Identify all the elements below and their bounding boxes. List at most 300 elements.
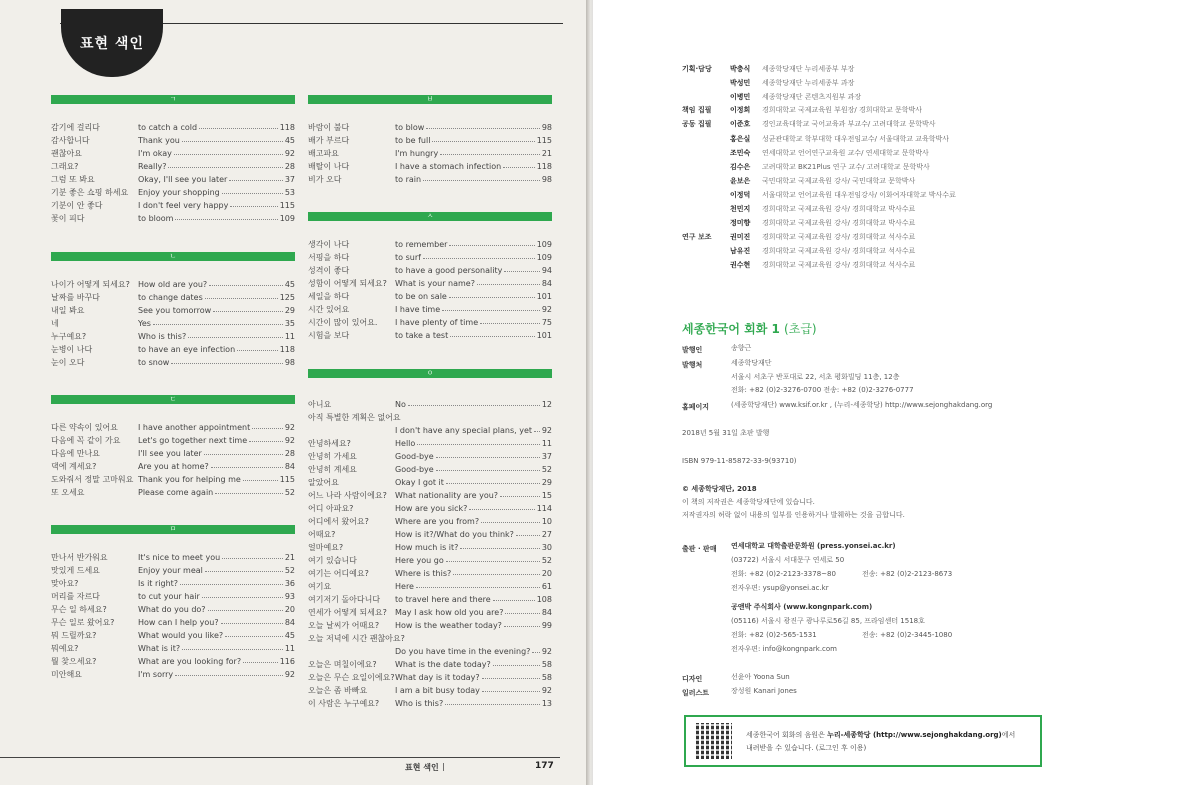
designer-label: 디자인: [682, 675, 703, 683]
qr-code-icon[interactable]: [696, 723, 732, 759]
entry-korean: 다음에 만나요: [51, 449, 100, 458]
entry-english: What is the date today?: [395, 660, 491, 669]
section-header-bar: ㅇ: [308, 369, 552, 378]
entry-page: 99: [541, 621, 552, 630]
credit-name: 권미진: [730, 233, 751, 241]
credit-desc: 경희대학교 국제교육원 강사/ 경희대학교 석사수료: [762, 247, 916, 255]
entry-korean: 배탈이 나다: [308, 162, 350, 171]
credit-desc: 연세대학교 언어연구교육원 교수/ 연세대학교 문학박사: [762, 149, 929, 157]
credit-name: 박성민: [730, 79, 751, 87]
entry-page: 115: [279, 201, 295, 210]
entry-english: Do you have time in the evening?: [395, 647, 531, 656]
entry-english: to bloom: [138, 214, 174, 223]
entry-english: to catch a cold: [138, 123, 198, 132]
entry-korean: 만나서 반가워요: [51, 553, 108, 562]
index-entry: [51, 616, 295, 629]
entry-page: 29: [541, 478, 552, 487]
entry-page: 118: [279, 123, 295, 132]
leader-dots: [504, 626, 540, 627]
entry-korean: 네: [51, 319, 59, 328]
index-entry: [51, 564, 295, 577]
audio-notice-link[interactable]: 누리-세종학당 (http://www.sejonghakdang.org): [827, 731, 1002, 739]
entry-page: 98: [541, 123, 552, 132]
illustrator-name: 장성원 Kanari Jones: [731, 687, 797, 695]
index-entry: [51, 486, 295, 499]
section-header-bar: ㅂ: [308, 95, 552, 104]
entry-page: 92: [541, 686, 552, 695]
entry-page: 36: [284, 579, 295, 588]
index-entry: [308, 606, 552, 619]
leader-dots: [440, 154, 540, 155]
entry-english: What do you do?: [138, 605, 206, 614]
index-entry: [51, 642, 295, 655]
audio-download-notice: [684, 715, 1042, 767]
copyright-line-1: 이 책의 저작권은 세종학당재단에 있습니다.: [682, 498, 815, 506]
credit-name: 이정덕: [730, 191, 751, 199]
entry-english: Let's go together next time: [138, 436, 248, 445]
credit-name: 홍은실: [730, 135, 751, 143]
index-entry: [51, 551, 295, 564]
entry-korean: 눈이 오다: [51, 358, 85, 367]
index-entry: [308, 554, 552, 567]
credit-desc: 고려대학교 BK21Plus 연구 교수/ 고려대학교 문학박사: [762, 163, 930, 171]
index-entry: [308, 134, 552, 147]
entry-english: What is it?: [138, 644, 181, 653]
issuer-label: 발행처: [682, 361, 703, 369]
entry-page: 92: [284, 670, 295, 679]
entry-korean: 나이가 어떻게 되세요?: [51, 280, 130, 289]
print-label: 출판 · 판매: [682, 545, 717, 553]
index-entry: [51, 603, 295, 616]
homepage-label: 홈페이지: [682, 403, 710, 411]
entry-page: 29: [284, 306, 295, 315]
leader-dots: [446, 483, 540, 484]
index-entry: [308, 277, 552, 290]
entry-page: 116: [279, 657, 295, 666]
entry-korean: 어때요?: [308, 530, 336, 539]
entry-page: 28: [284, 162, 295, 171]
entry-korean: 아니요: [308, 400, 332, 409]
leader-dots: [243, 480, 278, 481]
credit-name: 천민지: [730, 205, 751, 213]
leader-dots: [450, 336, 534, 337]
entry-page: 15: [541, 491, 552, 500]
entry-korean: 내일 봐요: [51, 306, 85, 315]
entry-page: 28: [284, 449, 295, 458]
entry-page: 108: [536, 595, 552, 604]
entry-page: 98: [541, 175, 552, 184]
audio-notice-pre: 세종한국어 회화의 음원은: [746, 731, 828, 739]
credit-name: 윤보은: [730, 177, 751, 185]
leader-dots: [460, 548, 539, 549]
leader-dots: [417, 444, 540, 445]
leader-dots: [229, 180, 282, 181]
index-entry: [308, 424, 552, 437]
entry-korean: 안녕히 계세요: [308, 465, 357, 474]
credit-role: 연구 보조: [682, 233, 712, 241]
entry-english: How is the weather today?: [395, 621, 502, 630]
leader-dots: [168, 167, 282, 168]
credit-name: 이정희: [730, 106, 751, 114]
entry-page: 45: [284, 280, 295, 289]
entry-page: 118: [536, 162, 552, 171]
index-entry: [308, 619, 552, 632]
credit-name: 정미향: [730, 219, 751, 227]
page-number: 177: [535, 761, 554, 771]
entry-english: to travel here and there: [395, 595, 491, 604]
leader-dots: [481, 522, 540, 523]
index-entry: [51, 447, 295, 460]
leader-dots: [175, 675, 283, 676]
entry-page: 20: [541, 569, 552, 578]
entry-english: Yes: [138, 319, 151, 328]
entry-page: 84: [284, 462, 295, 471]
index-entry: [51, 147, 295, 160]
entry-page: 45: [284, 631, 295, 640]
leader-dots: [243, 662, 278, 663]
entry-korean: 날짜를 바꾸다: [51, 293, 100, 302]
entry-korean: 시간 있어요: [308, 305, 350, 314]
index-entry: [51, 460, 295, 473]
publisher-name: 송향근: [731, 344, 752, 352]
entry-korean: 이 사람은 누구예요?: [308, 699, 380, 708]
entry-english: Enjoy your shopping: [138, 188, 220, 197]
leader-dots: [204, 454, 283, 455]
credit-role: 공동 집필: [682, 120, 712, 128]
index-entry: [308, 238, 552, 251]
entry-english: It's nice to meet you: [138, 553, 221, 562]
entry-english: to cut your hair: [138, 592, 200, 601]
index-section: [308, 212, 552, 342]
entry-english: How much is it?: [395, 543, 459, 552]
entry-english: Thank you for helping me: [138, 475, 241, 484]
printer-2-email: 전자우편: info@kongnpark.com: [731, 645, 838, 653]
credit-desc: 경희대학교 국제교육원 부원장/ 경희대학교 문학박사: [762, 106, 923, 114]
index-entry: [51, 317, 295, 330]
entry-english: Who is this?: [138, 332, 187, 341]
entry-korean: 여기요: [308, 582, 332, 591]
leader-dots: [532, 652, 539, 653]
entry-korean: 괜찮아요: [51, 149, 82, 158]
credit-name: 김수은: [730, 163, 751, 171]
credit-desc: 경희대학교 국제교육원 강사/ 경희대학교 석사수료: [762, 261, 916, 269]
entry-english: Really?: [138, 162, 167, 171]
leader-dots: [534, 431, 540, 432]
entry-page: 92: [541, 305, 552, 314]
entry-english: How are you sick?: [395, 504, 468, 513]
entry-english: to be on sale: [395, 292, 447, 301]
page-title: 표현 색인: [61, 9, 163, 77]
audio-notice-text: [746, 729, 1015, 755]
entry-page: 11: [541, 439, 552, 448]
entry-korean: 오늘 날씨가 어때요?: [308, 621, 380, 630]
printer-1-name: 연세대학교 대학출판문화원 (press.yonsei.ac.kr): [731, 542, 896, 550]
entry-english: to surf: [395, 253, 421, 262]
entry-page: 125: [279, 293, 295, 302]
leader-dots: [482, 678, 540, 679]
entry-korean: 뭘 찾으세요?: [51, 657, 97, 666]
entry-page: 52: [284, 566, 295, 575]
index-entry: [308, 437, 552, 450]
index-entry: [51, 199, 295, 212]
leader-dots: [209, 285, 283, 286]
leader-dots: [225, 636, 283, 637]
leader-dots: [504, 271, 539, 272]
index-entry: [308, 411, 552, 424]
entry-page: 114: [536, 504, 552, 513]
entry-english: What nationality are you?: [395, 491, 499, 500]
entry-english: May I ask how old you are?: [395, 608, 504, 617]
printer-1-phone: 전화: +82 (0)2-2123-3378~80: [731, 570, 836, 578]
entry-english: to be full: [395, 136, 431, 145]
credit-name: 남유진: [730, 247, 751, 255]
entry-page: 101: [536, 292, 552, 301]
index-entry: [51, 134, 295, 147]
entry-korean: 그럼 또 봐요: [51, 175, 95, 184]
entry-korean: 다른 약속이 있어요: [51, 423, 118, 432]
entry-korean: 여기저기 돌아다니다: [308, 595, 381, 604]
entry-page: 13: [541, 699, 552, 708]
leader-dots: [505, 613, 539, 614]
index-entry: [51, 291, 295, 304]
entry-english: Please come again: [138, 488, 214, 497]
leader-dots: [182, 649, 283, 650]
index-entry: [308, 290, 552, 303]
entry-korean: 오늘은 며칠이에요?: [308, 660, 377, 669]
entry-korean: 기분 좋은 쇼핑 하세요: [51, 188, 129, 197]
entry-page: 118: [279, 345, 295, 354]
entry-korean: 누구예요?: [51, 332, 87, 341]
credit-desc: 경인교육대학교 국어교육과 부교수/ 고려대학교 문학박사: [762, 120, 936, 128]
index-entry: [51, 434, 295, 447]
credit-desc: 경희대학교 국제교육원 강사/ 경희대학교 석사수료: [762, 233, 916, 241]
leader-dots: [208, 610, 283, 611]
index-entry: [308, 121, 552, 134]
entry-english: I don't feel very happy: [138, 201, 229, 210]
index-entry: [308, 398, 552, 411]
entry-korean: 여기는 어디예요?: [308, 569, 369, 578]
entry-english: I'm hungry: [395, 149, 439, 158]
entry-page: 92: [541, 426, 552, 435]
leader-dots: [252, 428, 283, 429]
leader-dots: [469, 509, 534, 510]
entry-korean: 바람이 불다: [308, 123, 350, 132]
index-entry: [308, 528, 552, 541]
entry-page: 94: [541, 266, 552, 275]
footer-separator: |: [442, 762, 445, 771]
entry-english: What is your name?: [395, 279, 475, 288]
entry-page: 101: [536, 331, 552, 340]
publisher-label: 발행인: [682, 346, 703, 354]
index-entry: [51, 590, 295, 603]
index-entry: [51, 304, 295, 317]
credit-desc: 세종학당재단 콘텐츠지원부 과장: [762, 93, 862, 101]
entry-page: 109: [279, 214, 295, 223]
leader-dots: [482, 691, 540, 692]
leader-dots: [480, 323, 540, 324]
entry-korean: 서핑을 하다: [308, 253, 350, 262]
index-entry: [51, 212, 295, 225]
leader-dots: [202, 597, 283, 598]
index-entry: [308, 160, 552, 173]
printer-1-address: (03722) 서울시 서대문구 연세로 50: [731, 556, 845, 564]
entry-page: 30: [541, 543, 552, 552]
entry-korean: 머리를 자르다: [51, 592, 100, 601]
entry-korean: 시간이 많이 있어요.: [308, 318, 378, 327]
entry-page: 53: [284, 188, 295, 197]
entry-english: How old are you?: [138, 280, 208, 289]
index-entry: [51, 655, 295, 668]
entry-english: Hello: [395, 439, 416, 448]
entry-page: 35: [284, 319, 295, 328]
entry-page: 37: [284, 175, 295, 184]
index-entry: [308, 489, 552, 502]
entry-korean: 아직 특별한 계획은 없어요: [308, 413, 401, 422]
entry-page: 84: [541, 279, 552, 288]
entry-english: Where are you from?: [395, 517, 480, 526]
leader-dots: [436, 470, 540, 471]
entry-korean: 시험을 보다: [308, 331, 350, 340]
designer-name: 선윤아 Yoona Sun: [731, 673, 790, 681]
leader-dots: [213, 311, 283, 312]
credit-desc: 세종학당재단 누리세종부 과장: [762, 79, 855, 87]
index-entry: [308, 593, 552, 606]
index-entry: [51, 160, 295, 173]
issuer-address: 서울시 서초구 반포대로 22, 서초 평화빌딩 11층, 12층: [731, 373, 900, 381]
entry-english: Here: [395, 582, 414, 591]
index-entry: [51, 421, 295, 434]
credit-name: 이병민: [730, 93, 751, 101]
entry-korean: 안녕하세요?: [308, 439, 351, 448]
index-entry: [308, 684, 552, 697]
index-entry: [51, 577, 295, 590]
leader-dots: [237, 350, 278, 351]
entry-english: I have plenty of time: [395, 318, 479, 327]
entry-english: I don't have any special plans, yet: [395, 426, 533, 435]
entry-page: 10: [541, 517, 552, 526]
index-entry: [308, 303, 552, 316]
entry-korean: 뭐 드릴까요?: [51, 631, 97, 640]
section-header-bar: ㄴ: [51, 252, 295, 261]
entry-korean: 그래요?: [51, 162, 79, 171]
entry-page: 12: [541, 400, 552, 409]
entry-page: 109: [536, 253, 552, 262]
index-entry: [308, 251, 552, 264]
entry-korean: 배고파요: [308, 149, 339, 158]
entry-page: 11: [284, 644, 295, 653]
credit-desc: 경희대학교 국제교육원 강사/ 경희대학교 박사수료: [762, 219, 916, 227]
issuer-phone: 전화: +82 (0)2-3276-0700 전송: +82 (0)2-3276-0777: [731, 386, 914, 394]
isbn: ISBN 979-11-85872-33-9(93710): [682, 457, 797, 465]
entry-korean: 오늘 저녁에 시간 괜찮아요?: [308, 634, 405, 643]
entry-english: to have a good personality: [395, 266, 503, 275]
leader-dots: [230, 206, 277, 207]
index-entry: [308, 316, 552, 329]
printer-2-phone: 전화: +82 (0)2-565-1531: [731, 631, 817, 639]
entry-korean: 감기에 걸리다: [51, 123, 100, 132]
publish-date: 2018년 5월 31일 초판 발행: [682, 429, 770, 437]
index-section: [51, 395, 295, 499]
entry-korean: 세일을 하다: [308, 292, 350, 301]
printer-2-name: 공앤박 주식회사 (www.kongnpark.com): [731, 603, 873, 611]
leader-dots: [408, 405, 540, 406]
footer-section-label: 표현 색인: [405, 763, 439, 772]
index-entry: [308, 515, 552, 528]
credit-desc: 서울대학교 언어교육원 대우전임강사/ 이화여자대학교 박사수료: [762, 191, 956, 199]
entry-page: 58: [541, 660, 552, 669]
credit-desc: 세종학당재단 누리세종부 부장: [762, 65, 855, 73]
entry-korean: 꽃이 피다: [51, 214, 85, 223]
entry-korean: 눈병이 나다: [51, 345, 93, 354]
entry-korean: 감사합니다: [51, 136, 90, 145]
leader-dots: [503, 167, 535, 168]
entry-page: 52: [541, 556, 552, 565]
leader-dots: [211, 467, 283, 468]
index-entry: [51, 278, 295, 291]
leader-dots: [426, 128, 540, 129]
leader-dots: [249, 441, 283, 442]
leader-dots: [205, 571, 283, 572]
leader-dots: [493, 600, 535, 601]
leader-dots: [432, 141, 534, 142]
book-title-level: (초급): [784, 322, 817, 336]
entry-english: to snow: [138, 358, 170, 367]
section-header-bar: ㄷ: [51, 395, 295, 404]
leader-dots: [493, 665, 540, 666]
entry-korean: 알았어요: [308, 478, 339, 487]
entry-english: Thank you: [138, 136, 180, 145]
entry-english: What would you like?: [138, 631, 224, 640]
entry-korean: 도와줘서 정말 고마워요: [51, 475, 134, 484]
index-entry: [308, 173, 552, 186]
entry-korean: 비가 오다: [308, 175, 342, 184]
copyright-line-2: 저작권자의 허락 없이 내용의 일부를 인용하거나 발췌하는 것을 금합니다.: [682, 511, 905, 519]
entry-korean: 댁에 계세요?: [51, 462, 97, 471]
index-entry: [51, 473, 295, 486]
entry-korean: 어디에서 왔어요?: [308, 517, 369, 526]
leader-dots: [449, 297, 535, 298]
entry-english: What are you looking for?: [138, 657, 242, 666]
entry-page: 52: [541, 465, 552, 474]
leader-dots: [171, 363, 283, 364]
entry-english: to have an eye infection: [138, 345, 236, 354]
index-entry: [308, 567, 552, 580]
entry-korean: 어디 아파요?: [308, 504, 354, 513]
entry-korean: 연세가 어떻게 되세요?: [308, 608, 387, 617]
entry-english: to change dates: [138, 293, 203, 302]
credit-desc: 경희대학교 국제교육원 강사/ 경희대학교 박사수료: [762, 205, 916, 213]
entry-page: 52: [284, 488, 295, 497]
entry-english: to remember: [395, 240, 448, 249]
index-entry: [308, 450, 552, 463]
entry-page: 21: [541, 149, 552, 158]
leader-dots: [423, 258, 535, 259]
leader-dots: [442, 310, 540, 311]
entry-korean: 무슨 일로 왔어요?: [51, 618, 115, 627]
entry-korean: 무슨 일 하세요?: [51, 605, 107, 614]
audio-notice-post: 에서: [1001, 731, 1016, 739]
entry-page: 84: [541, 608, 552, 617]
entry-english: I'm sorry: [138, 670, 174, 679]
index-entry: [308, 147, 552, 160]
leader-dots: [446, 561, 540, 562]
leader-dots: [188, 337, 283, 338]
leader-dots: [449, 245, 534, 246]
entry-english: Here you go: [395, 556, 444, 565]
entry-english: to rain: [395, 175, 422, 184]
entry-korean: 오늘은 좀 바빠요: [308, 686, 368, 695]
entry-english: What day is it today?: [395, 673, 480, 682]
